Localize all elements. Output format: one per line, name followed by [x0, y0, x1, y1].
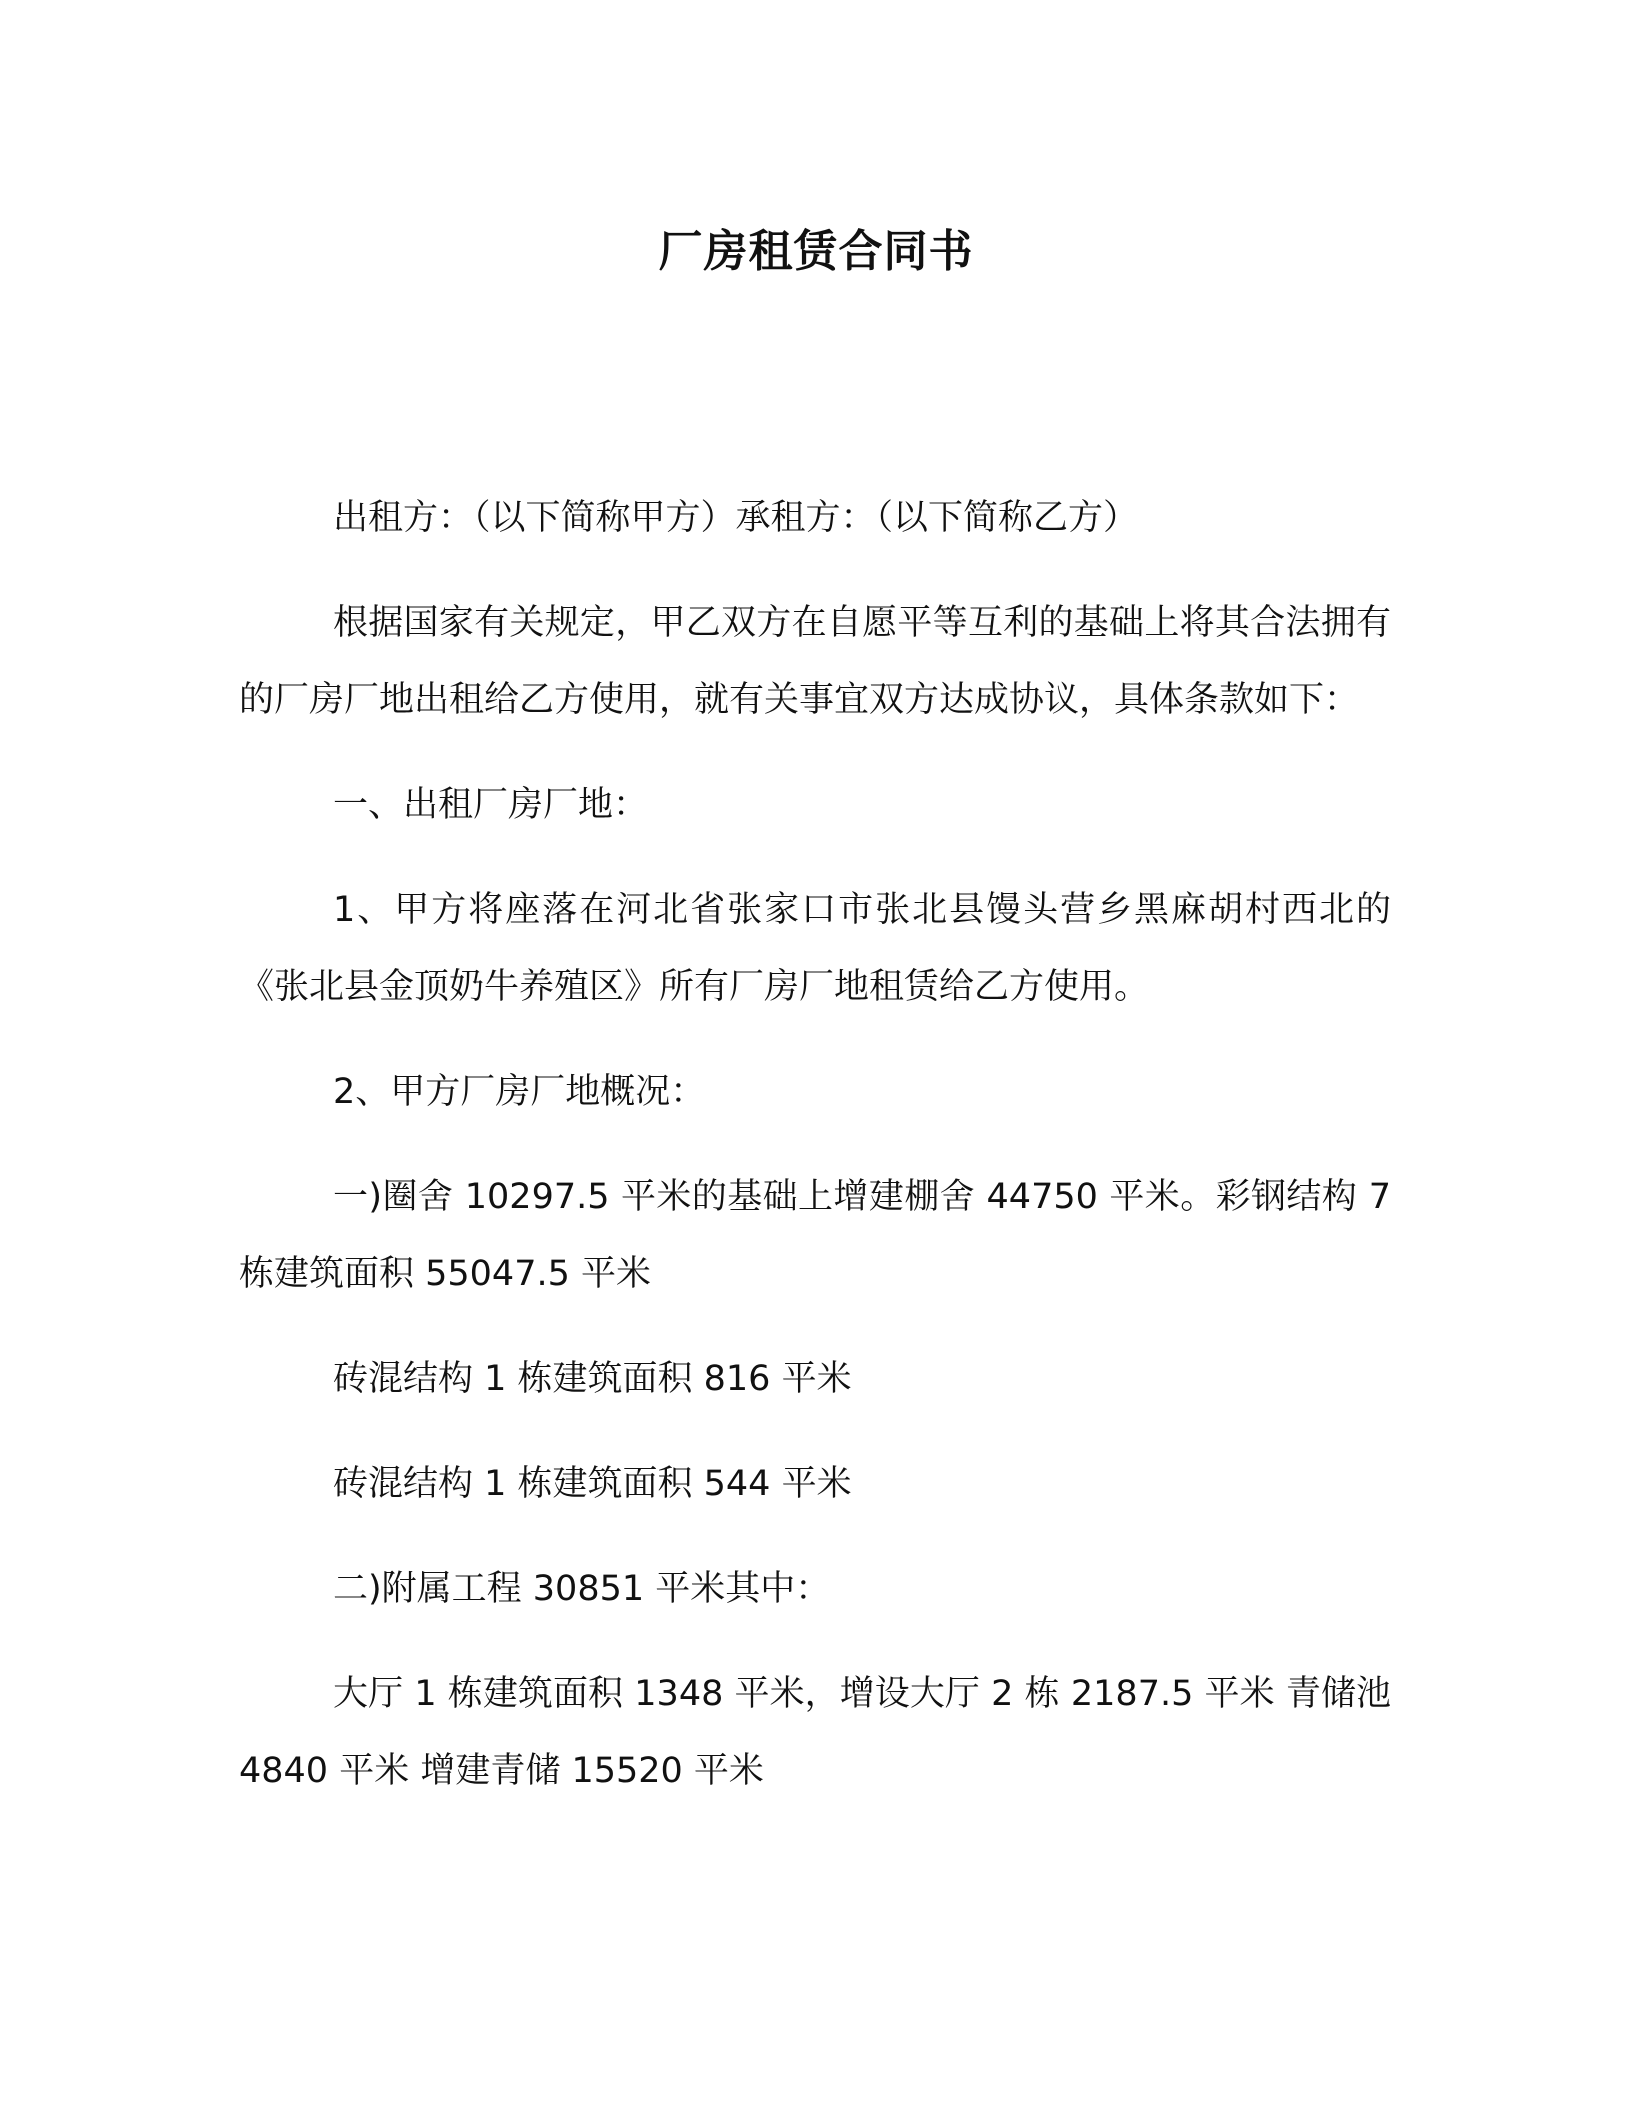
- document-body: [239, 480, 1391, 1838]
- section-heading-1: 一、出租厂房厂地：: [333, 785, 649, 825]
- clause-2-item-1-detail-b: 砖混结构 1 栋建筑面积 544 平米: [333, 1464, 852, 1504]
- parties-paragraph: 出租方：（以下简称甲方）承租方：（以下简称乙方）: [333, 498, 1139, 538]
- document-title: 厂房租赁合同书: [658, 226, 974, 277]
- clause-2-item-2-detail: 大厅 1 栋建筑面积 1348 平米，增设大厅 2 栋 2187.5 平米 青储池 4840 平米 增建青储 15520 平米: [239, 1674, 1391, 1791]
- clause-2-item-1: 一)圈舍 10297.5 平米的基础上增建棚舍 44750 平米。彩钢结构 7 栋建筑面积 55047.5 平米: [239, 1177, 1391, 1294]
- clause-1: 1、甲方将座落在河北省张家口市张北县馒头营乡黑麻胡村西北的《张北县金顶奶牛养殖区》所有厂房厂地租赁给乙方使用。: [239, 890, 1391, 1007]
- clause-2-item-2: 二)附属工程 30851 平米其中：: [333, 1569, 831, 1609]
- intro-paragraph: 根据国家有关规定，甲乙双方在自愿平等互利的基础上将其合法拥有的厂房厂地出租给乙方使用，就有关事宜双方达成协议，具体条款如下：: [239, 603, 1391, 720]
- clause-2-item-1-detail-a: 砖混结构 1 栋建筑面积 816 平米: [333, 1359, 852, 1399]
- clause-2: 2、甲方厂房厂地概况：: [333, 1072, 706, 1112]
